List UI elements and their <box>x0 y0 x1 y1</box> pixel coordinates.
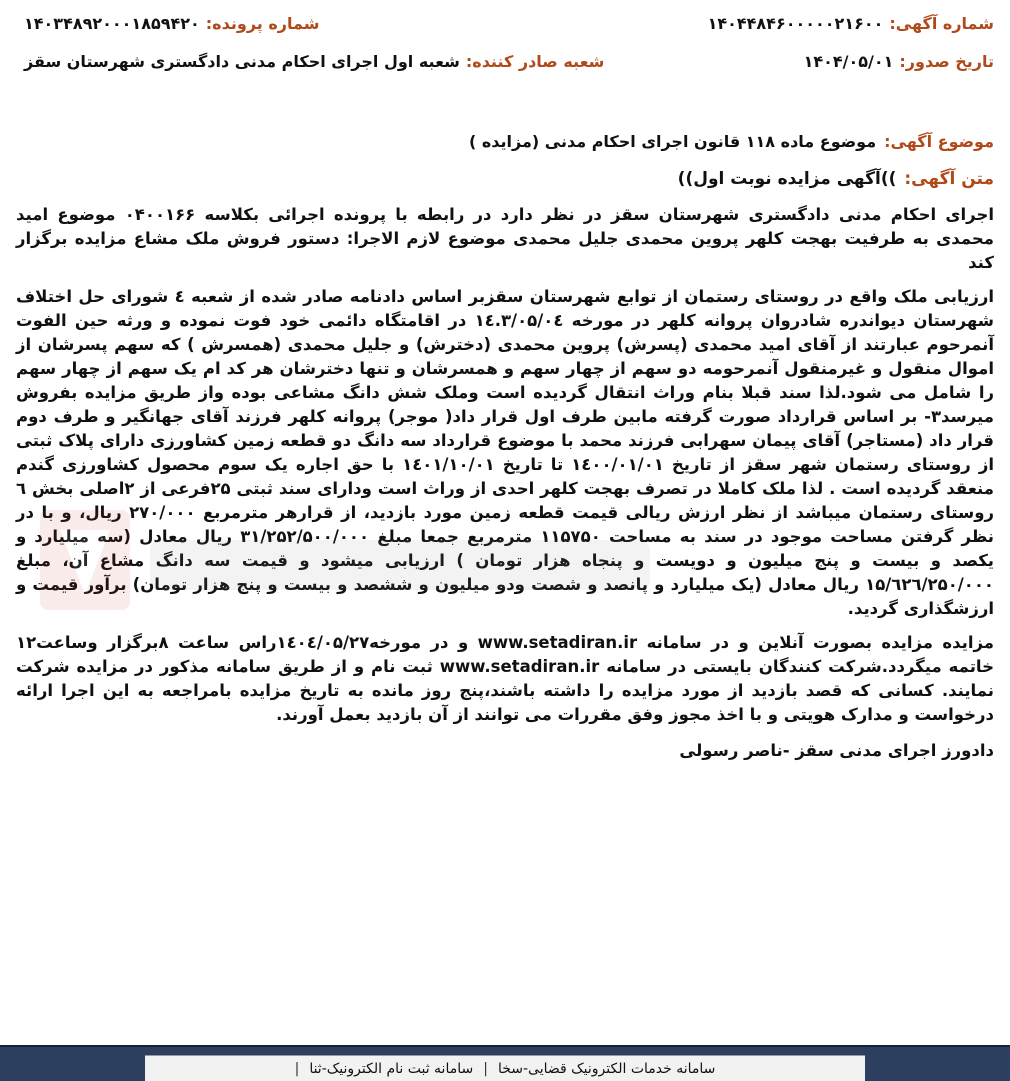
meta-row-1 <box>16 14 994 52</box>
text-title-row <box>16 169 994 189</box>
notice-body <box>16 203 994 763</box>
issuing-branch: شعبه اول اجرای احکام مدنی دادگستری شهرستان سقز <box>24 52 460 71</box>
subject-row <box>16 132 994 151</box>
text-title-label: متن آگهی: <box>904 169 994 189</box>
meta-row-2 <box>16 52 994 90</box>
text-title-value: ))آگهی مزایده نوبت اول)) <box>677 169 897 189</box>
issuing-branch-label: شعبه صادر کننده: <box>465 52 605 71</box>
issue-date: ۱۴۰۴/۰۵/۰۱ <box>803 52 894 71</box>
issue-date-label: تاریخ صدور: <box>899 52 994 71</box>
case-number-cell <box>24 14 319 33</box>
footer-link-sakha[interactable]: سامانه خدمات الکترونیک قضایی-سخا <box>497 1060 716 1077</box>
subject-label: موضوع آگهی: <box>884 132 994 151</box>
notice-number-label: شماره آگهی: <box>889 14 994 33</box>
case-number: ۱۴۰۳۴۸۹۲۰۰۰۱۸۵۹۴۲۰ <box>24 14 200 33</box>
footer-separator: | <box>483 1060 488 1077</box>
issue-date-cell <box>804 52 994 71</box>
signature: دادورز اجرای مدنی سقز -ناصر رسولی <box>679 741 994 760</box>
issuing-branch-cell <box>24 52 604 71</box>
case-number-label: شماره پرونده: <box>205 14 320 33</box>
subject-value: موضوع ماده ۱۱۸ قانون اجرای احکام مدنی (مزایده ) <box>468 132 877 151</box>
footer-link-sana[interactable]: سامانه ثبت نام الکترونیک-ثنا <box>309 1060 474 1077</box>
footer-separator-end: | <box>294 1060 300 1077</box>
notice-number-cell <box>708 14 994 33</box>
notice-number: ۱۴۰۴۴۸۴۶۰۰۰۰۰۲۱۶۰۰ <box>707 14 884 33</box>
footer-bar <box>145 1055 865 1081</box>
paragraph-appraisal: ارزیابی ملک واقع در روستای رستمان از توابع شهرستان سقزبر اساس دادنامه صادر شده از شعبه ٤ شورای حل اختلاف شهرستان دیواندره شادروان پروانه کلهر در مورخه ۱٤.۳/۰۵/۰٤ در اقامتگاه دائمی خود فوت نموده و ورثه حین الفوت آنمرحوم عبارتند از آقای امید محمدی (پسرش) پروین محمدی (دخترش) و جلیل محمدی (همسرش ) که سهم پسرشان از اموال منقول و غیرمنقول آنمرحومه دو سهم از چهار سهم و همسرشان و تنها دخترشان هر کد ام یک سهم از چهار سهم را شامل می شود.لذا سند قبلا بنام وراث انتقال گردیده است وملک شش دانگ مشاعی بوده واز طریق مزایده بفروش میرسد۳- بر اساس قرارداد صورت گرفته مابین طرف اول قرار داد( موجر) پروانه کلهر فرزند آقای جهانگیر و طرف دوم قرار داد (مستاجر) آقای پیمان سهرابی فرزند محمد با موضوع قرارداد سه دانگ دو قطعه زمین کشاورزی دارای پلاک ثبتی از روستای رستمان شهر سقز از تاریخ ۱٤۰۰/۰۱/۰۱ تا تاریخ ۱٤۰۱/۱۰/۰۱ با حق اجاره یک سوم محصول کشاورزی گندم منعقد گردیده است . لذا ملک کاملا در تصرف بهجت کلهر احدی از وراث است ودارای سند ثبتی ۲۵فرعی از ۲اصلی بخش ٦ روستای رستمان میباشد از نظر ارزش ریالی قیمت قطعه زمین مورد بازدید، از قرارهر مترمربع ۲۷۰/۰۰۰ ریال، و با در نظر گرفتن مساحت موجود در سند به مساحت ۱۱۵۷۵۰ مترمربع جمعا مبلغ ۳۱/۲۵۲/۵۰۰/۰۰۰ ریال معادل (سه میلیارد و یکصد و بیست و پنج میلیون و دویست و پنجاه هزار تومان ) ارزیابی میشود و قیمت سه دانگ مشاع آن، مبلغ ۱۵/٦۲٦/۲۵۰/۰۰۰ ریال معادل (یک میلیارد و پانصد و شصت ودو میلیون و ششصد و بیست و پنج هزار تومان) برآور قیمت و ارزشگذاری گردید. <box>16 287 994 618</box>
paragraph-intro: اجرای احکام مدنی دادگستری شهرستان سقز در نظر دارد در رابطه با پرونده اجرائی بکلاسه ۰۴۰۰۱۶۶ موضوع امید محمدی به طرفیت بهجت کلهر پروین محمدی جلیل محمدی موضوع لازم الاجرا: دستور فروش ملک مشاع مزایده برگزار کند <box>16 205 994 272</box>
footer <box>0 1045 1010 1081</box>
paragraph-auction-details: مزایده مزایده بصورت آنلاین و در سامانه www.setadiran.ir و در مورخه۱٤۰٤/۰۵/۲۷راس ساعت ۸برگزار وساعت۱۲ خاتمه میگردد.شرکت کنندگان بایستی در سامانه www.setadiran.ir ثبت نام و از طریق سامانه مذکور در مزایده شرکت نمایند. کسانی که قصد بازدید از مورد مزایده را داشته باشند،پنج روز مانده به تاریخ مزایده بامراجعه به این اجرا ارائه درخواست و مدارک هویتی و با اخذ مجوز وفق مقررات می توانند از آن بازدید بعمل آورند. <box>16 633 995 724</box>
